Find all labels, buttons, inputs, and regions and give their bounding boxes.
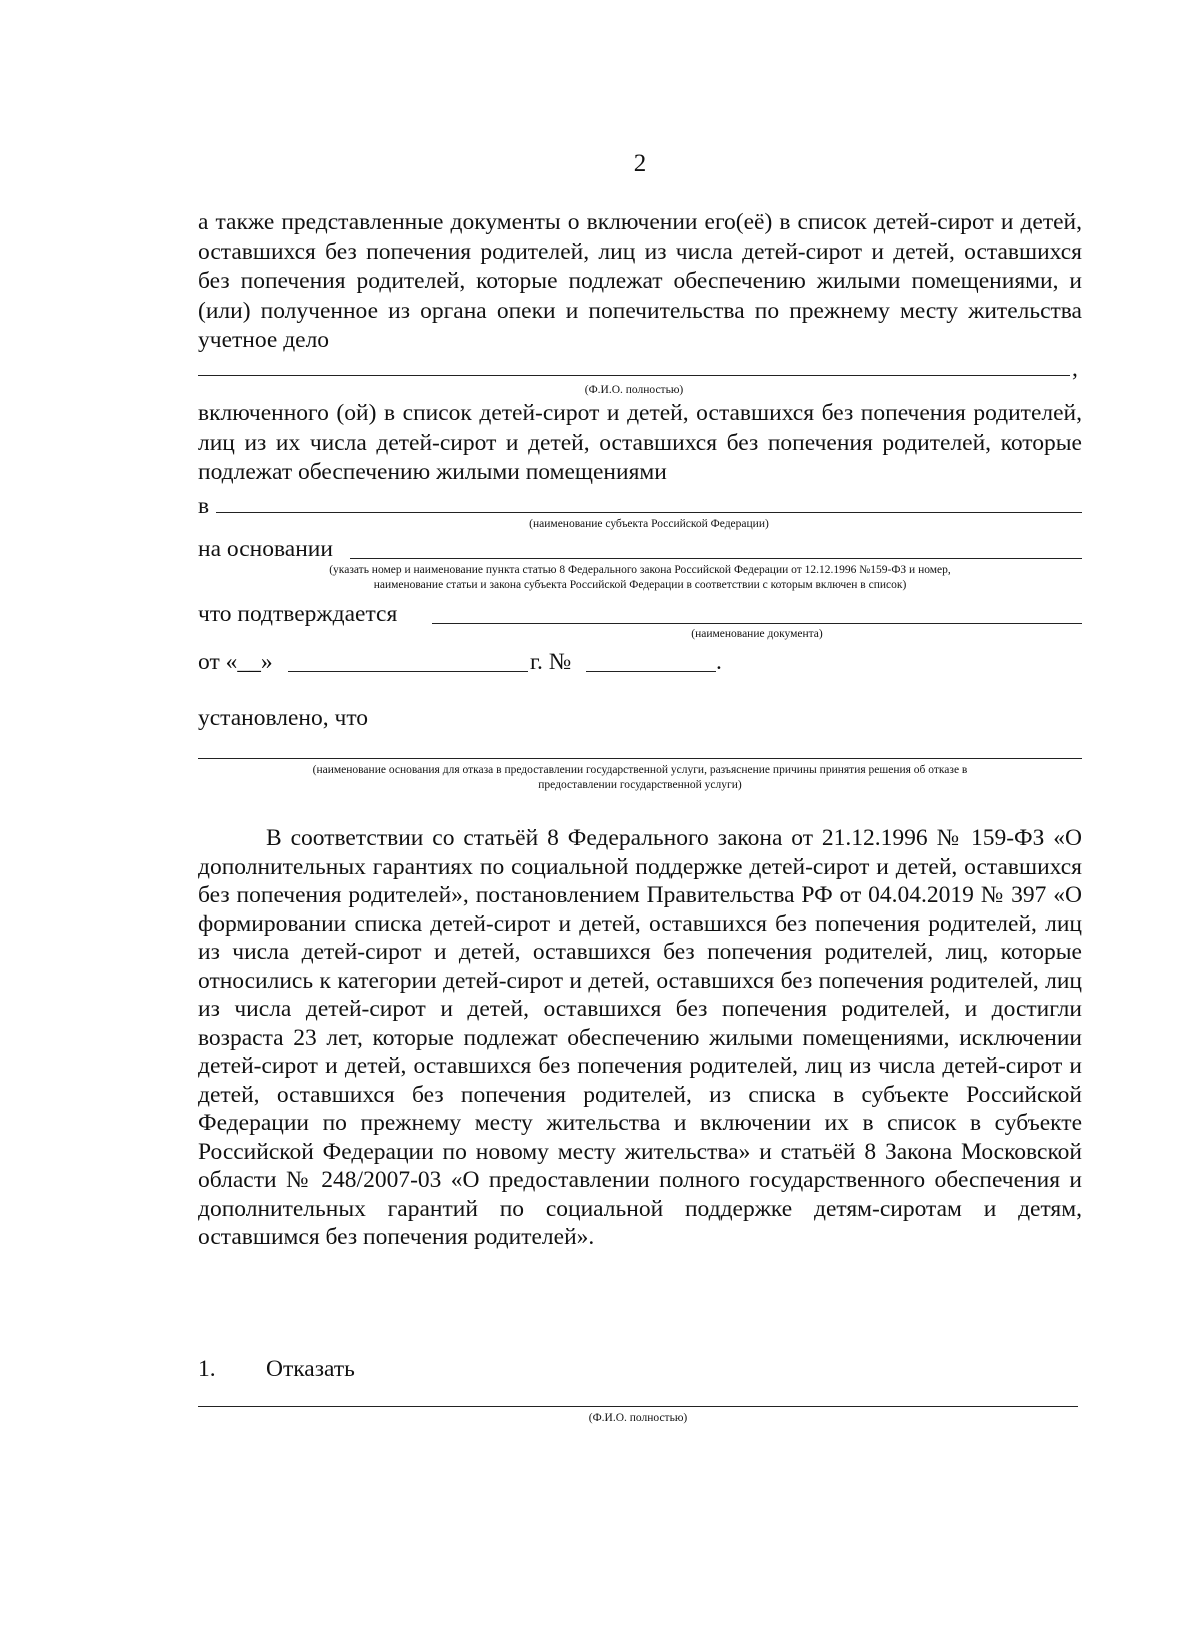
reason-caption-line2: предоставлении государственной услуги) xyxy=(538,779,742,791)
reason-underline xyxy=(198,758,1082,759)
name-underline xyxy=(198,375,1070,376)
number-underline xyxy=(586,671,716,672)
reason-caption-line1: (наименование основания для отказа в предоставлении государственной услуги, разъяснение причины принятия решения об отказе в xyxy=(312,764,968,776)
confirmed-caption: (наименование документа) xyxy=(691,628,823,640)
basis-underline xyxy=(350,558,1082,559)
date-year-number: г. № xyxy=(530,649,572,675)
region-underline xyxy=(216,512,1082,513)
region-caption: (наименование субъекта Российской Федерации) xyxy=(529,518,769,530)
region-label: в xyxy=(198,493,210,519)
item-number: 1. xyxy=(198,1356,216,1382)
date-end: . xyxy=(716,649,722,675)
item-underline xyxy=(198,1406,1078,1407)
basis-label: на основании xyxy=(198,536,333,562)
legal-paragraph: В соответствии со статьёй 8 Федерального закона от 21.12.1996 № 159-ФЗ «О дополнительных гарантиях по социальной поддержке детей-сирот и детей, оставшихся без попечения родителей», постановлением Правительства РФ от 04.04.2019 № 397 «О формировании списка детей-сирот и детей, оставшихся без попечения родителей, лиц из числа детей-сирот и детей, оставшихся без попечения родителей, лиц, которые относились к категории детей-сирот и детей, оставшихся без попечения родителей, лиц из числа детей-сирот и детей, оставшихся без попечения родителей, и достигли возраста 23 лет, которые подлежат обеспечению жилыми помещениями, исключении детей-сирот и детей, оставшихся без попечения родителей, лиц из числа детей-сирот и детей, оставшихся без попечения родителей, из списка в субъекте Российской Федерации по прежнему месту жительства и включении их в список в субъекте Российской Федерации по новому месту жительства» и статьёй 8 Закона Московской области № 248/2007-03 «О предоставлении полного государственного обеспечения и дополнительных гарантий по социальной поддержке детям-сиротам и детям, оставшимся без попечения родителей». xyxy=(198,825,1082,1250)
item-caption: (Ф.И.О. полностью) xyxy=(588,1412,688,1424)
name-caption: (Ф.И.О. полностью) xyxy=(584,384,684,396)
date-from: от «__» xyxy=(198,649,273,675)
established-label: установлено, что xyxy=(198,705,369,731)
confirmed-underline xyxy=(432,623,1082,624)
date-underline xyxy=(288,671,528,672)
item-text: Отказать xyxy=(266,1356,355,1382)
basis-caption-line1: (указать номер и наименование пункта статью 8 Федерального закона Российской Федерации от 12.12.1996 №159-ФЗ и номер, xyxy=(329,564,951,576)
confirmed-label: что подтверждается xyxy=(198,601,398,627)
basis-caption-line2: наименование статьи и закона субъекта Российской Федерации в соответствии с которым включен в список) xyxy=(373,579,907,591)
intro-paragraph: а также представленные документы о включении его(её) в список детей-сирот и детей, оставшихся без попечения родителей, лиц из числа детей-сирот и детей, оставшихся без попечения родителей, которые подлежат обеспечению жилыми помещениями, и (или) полученное из органа опеки и попечительства по прежнему месту жительства учетное дело xyxy=(198,209,1082,353)
included-paragraph: включенного (ой) в список детей-сирот и детей, оставшихся без попечения родителей, лиц из их числа детей-сирот и детей, оставшихся без попечения родителей, которые подлежат обеспечению жилыми помещениями xyxy=(198,400,1082,485)
name-line-comma: , xyxy=(1072,356,1078,382)
page-number: 2 xyxy=(633,150,647,177)
